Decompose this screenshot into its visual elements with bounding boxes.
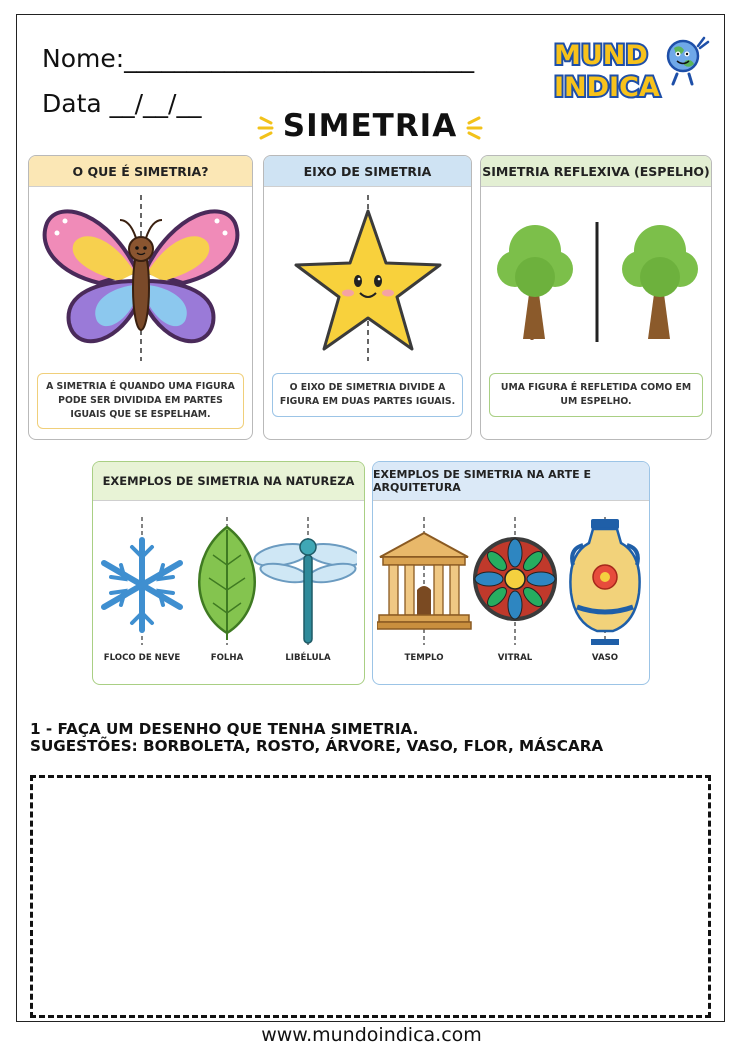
art-label-stained-glass: VITRAL	[497, 653, 533, 663]
page-title: SIMETRIA	[282, 108, 458, 144]
task-instructions	[30, 721, 603, 755]
task-line-2: SUGESTÕES: BORBOLETA, ROSTO, ÁRVORE, VASO, FLOR, MÁSCARA	[30, 737, 604, 755]
nature-label-dragonfly: LIBÉLULA	[285, 653, 331, 663]
card-art-examples	[372, 461, 650, 685]
card-heading: EIXO DE SIMETRIA	[264, 156, 471, 187]
tree-icon	[495, 217, 700, 347]
card-heading: EXEMPLOS DE SIMETRIA NA NATUREZA	[93, 462, 364, 501]
card-caption: A SIMETRIA É QUANDO UMA FIGURA PODE SER DIVIDIDA EM PARTES IGUAIS QUE SE ESPELHAM.	[37, 373, 244, 429]
stained-glass-icon	[473, 517, 557, 645]
leaf-icon	[199, 517, 255, 645]
nature-label-leaf: FOLHA	[210, 653, 244, 663]
card-caption: O EIXO DE SIMETRIA DIVIDE A FIGURA EM DUAS PARTES IGUAIS.	[272, 373, 463, 417]
nature-illustrations	[99, 515, 357, 650]
butterfly-icon	[39, 193, 244, 363]
card-heading: EXEMPLOS DE SIMETRIA NA ARTE E ARQUITETURA	[373, 462, 649, 501]
card-nature-examples	[92, 461, 365, 685]
card-caption: UMA FIGURA É REFLETIDA COMO EM UM ESPELHO.	[489, 373, 703, 417]
title-block	[255, 104, 485, 148]
name-field-line[interactable]: Nome:____________________________	[42, 44, 475, 73]
snowflake-icon	[104, 517, 180, 645]
star-icon	[278, 193, 458, 363]
art-illustrations	[377, 515, 647, 650]
temple-icon	[377, 517, 471, 645]
date-field-line[interactable]: Data __/__/__	[42, 89, 202, 118]
dragonfly-icon	[253, 517, 357, 645]
card-reflective-symmetry	[480, 155, 712, 440]
mundo-indica-logo	[552, 34, 714, 104]
nature-label-snowflake: FLOCO DE NEVE	[103, 653, 181, 663]
svg-text:INDICA: INDICA	[554, 72, 660, 103]
svg-text:MUND: MUND	[554, 40, 648, 71]
footer-website: www.mundoindica.com	[261, 1024, 482, 1046]
sparkle-right-icon	[455, 112, 485, 142]
card-heading: SIMETRIA REFLEXIVA (ESPELHO)	[481, 156, 711, 187]
art-label-temple: TEMPLO	[404, 653, 444, 663]
task-line-1: 1 - FAÇA UM DESENHO QUE TENHA SIMETRIA.	[30, 720, 419, 738]
card-what-is-symmetry	[28, 155, 253, 440]
vase-icon	[570, 517, 639, 645]
art-label-vase: VASO	[591, 653, 619, 663]
drawing-area[interactable]	[30, 775, 711, 1018]
card-heading: O QUE É SIMETRIA?	[29, 156, 252, 187]
card-axis-of-symmetry	[263, 155, 472, 440]
